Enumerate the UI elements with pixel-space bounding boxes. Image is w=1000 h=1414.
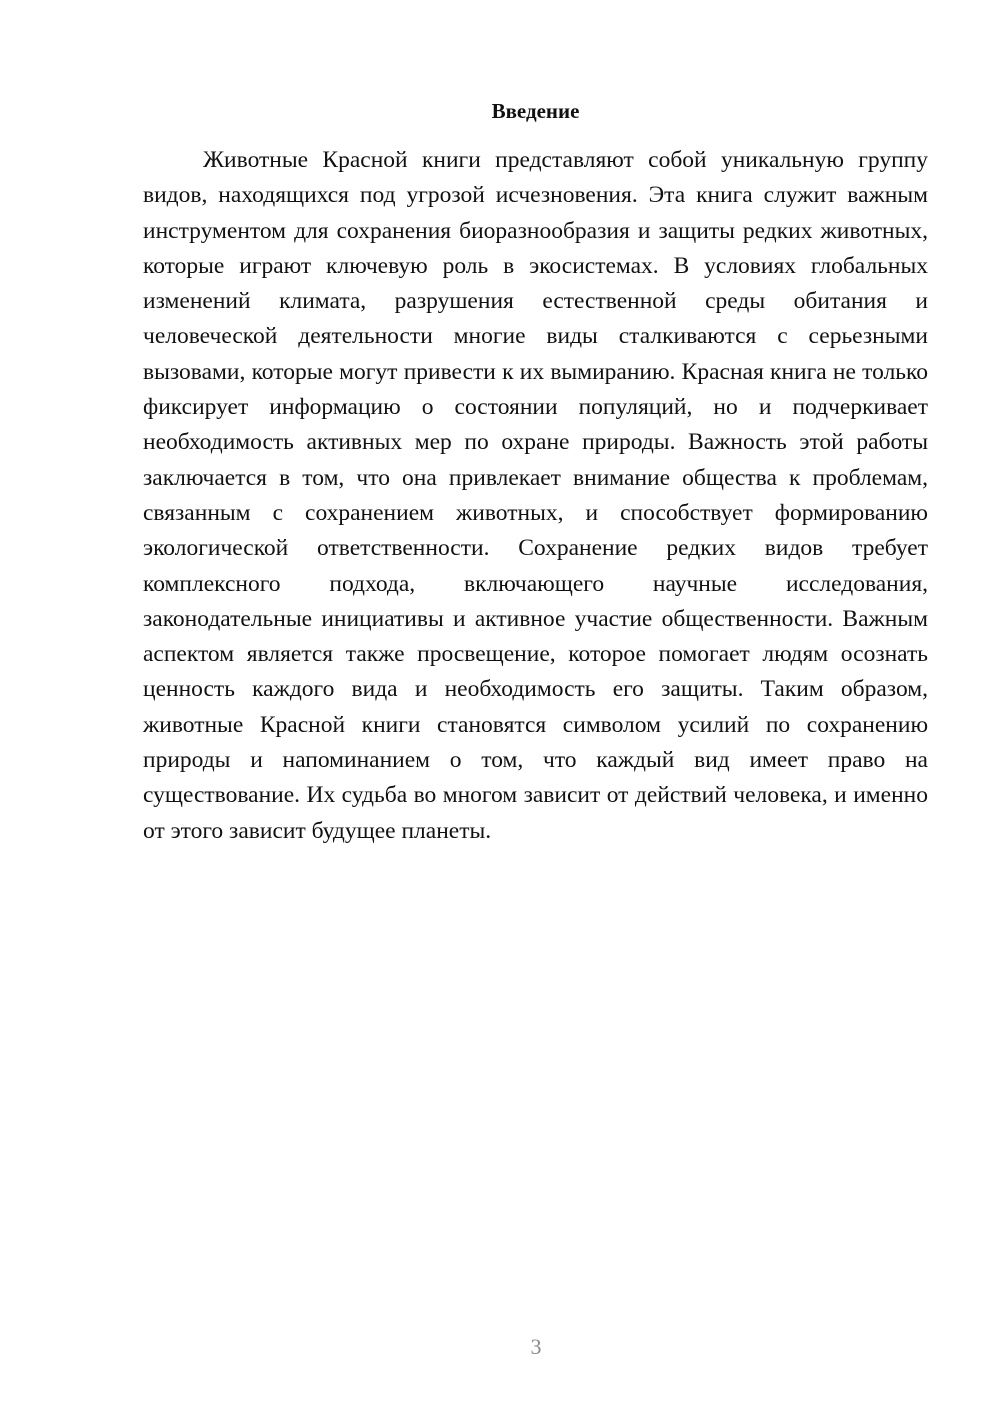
page-number: 3 [530,1334,542,1359]
section-heading: Введение [491,99,580,123]
body-paragraph: Животные Красной книги представляют собой уникальную группу видов, находящихся под угрозой исчезновения. Эта книга служит важным инструментом для сохранения биоразнообразия и защиты редких животных, которые играют ключевую роль в экосистемах. В условиях глобальных изменений климата, разрушения естественной среды обитания и человеческой деятельности многие виды сталкиваются с серьезными вызовами, которые могут привести к их вымиранию. Красная книга не только фиксирует информацию о состоянии популяций, но и подчеркивает необходимость активных мер по охране природы. Важность этой работы заключается в том, что она привлекает внимание общества к проблемам, связанным с сохранением животных, и способствует формированию экологической ответственности. Сохранение редких видов требует комплексного подхода, включающего научные исследования, законодательные инициативы и активное участие общественности. Важным аспектом является также просвещение, которое помогает людям осознать ценность каждого вида и необходимость его защиты. Таким образом, животные Красной книги становятся символом усилий по сохранению природы и напоминанием о том, что каждый вид имеет право на существование. Их судьба во многом зависит от действий человека, и именно от этого зависит будущее планеты. [143,147,928,844]
